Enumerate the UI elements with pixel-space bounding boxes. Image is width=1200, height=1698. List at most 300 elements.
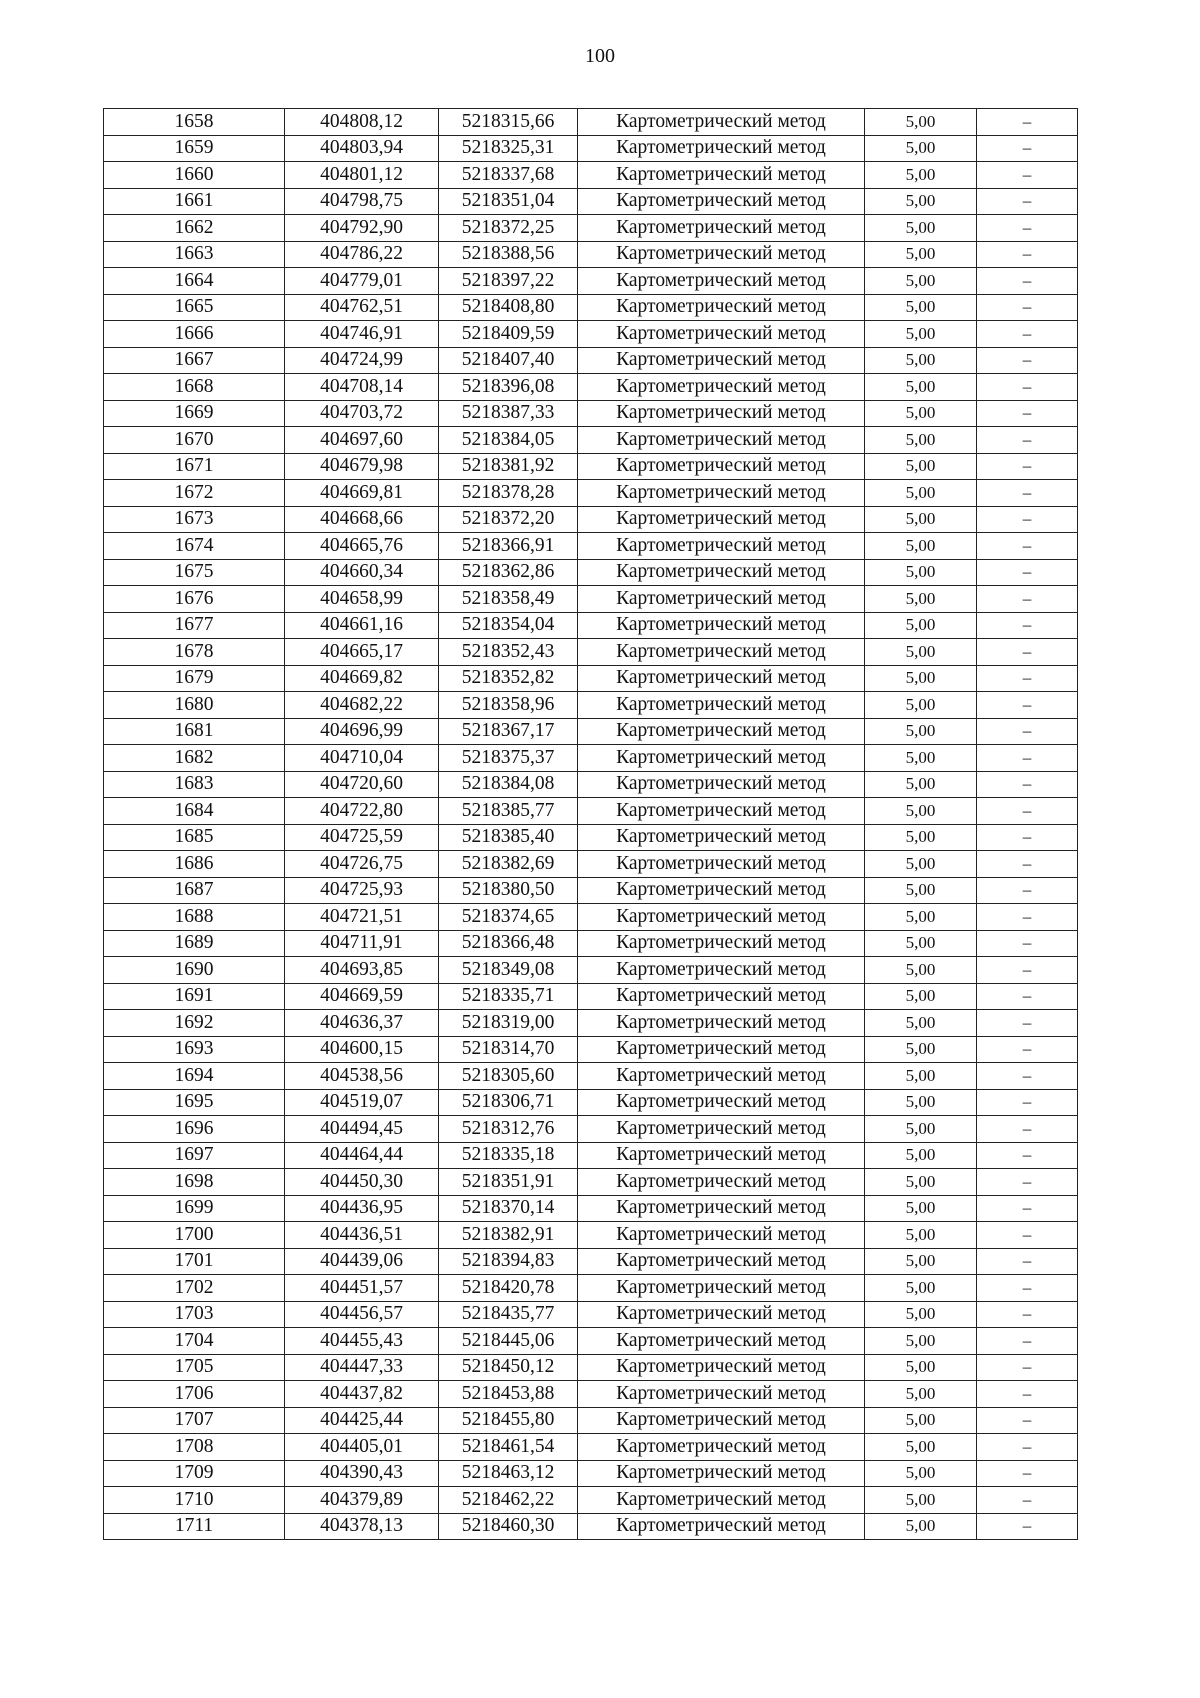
method-cell: Картометрический метод (578, 1063, 865, 1090)
y-coordinate-cell: 5218460,30 (439, 1513, 578, 1540)
note-cell: – (977, 1513, 1078, 1540)
method-cell: Картометрический метод (578, 1513, 865, 1540)
x-coordinate-cell: 404679,98 (285, 453, 439, 480)
point-number-cell: 1692 (104, 1010, 285, 1037)
x-coordinate-cell: 404439,06 (285, 1248, 439, 1275)
table-row (104, 824, 1078, 851)
point-number-cell: 1682 (104, 745, 285, 772)
note-cell: – (977, 427, 1078, 454)
y-coordinate-cell: 5218337,68 (439, 162, 578, 189)
x-coordinate-cell: 404436,95 (285, 1195, 439, 1222)
x-coordinate-cell: 404660,34 (285, 559, 439, 586)
note-cell: – (977, 347, 1078, 374)
method-cell: Картометрический метод (578, 798, 865, 825)
table-row (104, 1301, 1078, 1328)
table-row (104, 1248, 1078, 1275)
note-cell: – (977, 1010, 1078, 1037)
note-cell: – (977, 718, 1078, 745)
point-number-cell: 1667 (104, 347, 285, 374)
y-coordinate-cell: 5218387,33 (439, 400, 578, 427)
x-coordinate-cell: 404746,91 (285, 321, 439, 348)
accuracy-cell: 5,00 (865, 1248, 977, 1275)
method-cell: Картометрический метод (578, 215, 865, 242)
note-cell: – (977, 1036, 1078, 1063)
method-cell: Картометрический метод (578, 347, 865, 374)
method-cell: Картометрический метод (578, 162, 865, 189)
method-cell: Картометрический метод (578, 1169, 865, 1196)
table-row (104, 1487, 1078, 1514)
method-cell: Картометрический метод (578, 1328, 865, 1355)
accuracy-cell: 5,00 (865, 453, 977, 480)
method-cell: Картометрический метод (578, 639, 865, 666)
y-coordinate-cell: 5218349,08 (439, 957, 578, 984)
method-cell: Картометрический метод (578, 1010, 865, 1037)
point-number-cell: 1670 (104, 427, 285, 454)
y-coordinate-cell: 5218354,04 (439, 612, 578, 639)
y-coordinate-cell: 5218382,91 (439, 1222, 578, 1249)
y-coordinate-cell: 5218375,37 (439, 745, 578, 772)
y-coordinate-cell: 5218461,54 (439, 1434, 578, 1461)
table-row (104, 241, 1078, 268)
accuracy-cell: 5,00 (865, 586, 977, 613)
method-cell: Картометрический метод (578, 135, 865, 162)
accuracy-cell: 5,00 (865, 268, 977, 295)
accuracy-cell: 5,00 (865, 321, 977, 348)
table-row (104, 1275, 1078, 1302)
accuracy-cell: 5,00 (865, 188, 977, 215)
method-cell: Картометрический метод (578, 1195, 865, 1222)
method-cell: Картометрический метод (578, 904, 865, 931)
point-number-cell: 1695 (104, 1089, 285, 1116)
table-row (104, 771, 1078, 798)
method-cell: Картометрический метод (578, 321, 865, 348)
x-coordinate-cell: 404665,76 (285, 533, 439, 560)
x-coordinate-cell: 404379,89 (285, 1487, 439, 1514)
table-row (104, 745, 1078, 772)
x-coordinate-cell: 404762,51 (285, 294, 439, 321)
table-row (104, 586, 1078, 613)
table-row (104, 215, 1078, 242)
accuracy-cell: 5,00 (865, 135, 977, 162)
x-coordinate-cell: 404494,45 (285, 1116, 439, 1143)
x-coordinate-cell: 404600,15 (285, 1036, 439, 1063)
x-coordinate-cell: 404658,99 (285, 586, 439, 613)
accuracy-cell: 5,00 (865, 1222, 977, 1249)
point-number-cell: 1669 (104, 400, 285, 427)
note-cell: – (977, 692, 1078, 719)
x-coordinate-cell: 404455,43 (285, 1328, 439, 1355)
note-cell: – (977, 1328, 1078, 1355)
note-cell: – (977, 1354, 1078, 1381)
y-coordinate-cell: 5218370,14 (439, 1195, 578, 1222)
x-coordinate-cell: 404456,57 (285, 1301, 439, 1328)
x-coordinate-cell: 404798,75 (285, 188, 439, 215)
method-cell: Картометрический метод (578, 1434, 865, 1461)
note-cell: – (977, 109, 1078, 136)
accuracy-cell: 5,00 (865, 1169, 977, 1196)
point-number-cell: 1662 (104, 215, 285, 242)
point-number-cell: 1690 (104, 957, 285, 984)
method-cell: Картометрический метод (578, 1460, 865, 1487)
note-cell: – (977, 771, 1078, 798)
note-cell: – (977, 1169, 1078, 1196)
table-row (104, 188, 1078, 215)
x-coordinate-cell: 404721,51 (285, 904, 439, 931)
note-cell: – (977, 1089, 1078, 1116)
table-row (104, 851, 1078, 878)
table-row (104, 427, 1078, 454)
x-coordinate-cell: 404792,90 (285, 215, 439, 242)
y-coordinate-cell: 5218388,56 (439, 241, 578, 268)
table-row (104, 294, 1078, 321)
point-number-cell: 1700 (104, 1222, 285, 1249)
note-cell: – (977, 162, 1078, 189)
accuracy-cell: 5,00 (865, 957, 977, 984)
table-row (104, 877, 1078, 904)
method-cell: Картометрический метод (578, 1142, 865, 1169)
note-cell: – (977, 1063, 1078, 1090)
y-coordinate-cell: 5218450,12 (439, 1354, 578, 1381)
y-coordinate-cell: 5218409,59 (439, 321, 578, 348)
method-cell: Картометрический метод (578, 586, 865, 613)
table-row (104, 1513, 1078, 1540)
method-cell: Картометрический метод (578, 718, 865, 745)
table-row (104, 957, 1078, 984)
accuracy-cell: 5,00 (865, 771, 977, 798)
note-cell: – (977, 665, 1078, 692)
accuracy-cell: 5,00 (865, 930, 977, 957)
x-coordinate-cell: 404451,57 (285, 1275, 439, 1302)
note-cell: – (977, 135, 1078, 162)
point-number-cell: 1702 (104, 1275, 285, 1302)
point-number-cell: 1687 (104, 877, 285, 904)
point-number-cell: 1701 (104, 1248, 285, 1275)
point-number-cell: 1661 (104, 188, 285, 215)
point-number-cell: 1663 (104, 241, 285, 268)
method-cell: Картометрический метод (578, 877, 865, 904)
table-row (104, 1407, 1078, 1434)
method-cell: Картометрический метод (578, 188, 865, 215)
y-coordinate-cell: 5218380,50 (439, 877, 578, 904)
table-row (104, 1142, 1078, 1169)
point-number-cell: 1696 (104, 1116, 285, 1143)
method-cell: Картометрический метод (578, 851, 865, 878)
point-number-cell: 1697 (104, 1142, 285, 1169)
point-number-cell: 1678 (104, 639, 285, 666)
y-coordinate-cell: 5218453,88 (439, 1381, 578, 1408)
y-coordinate-cell: 5218352,43 (439, 639, 578, 666)
point-number-cell: 1706 (104, 1381, 285, 1408)
x-coordinate-cell: 404779,01 (285, 268, 439, 295)
y-coordinate-cell: 5218445,06 (439, 1328, 578, 1355)
method-cell: Картометрический метод (578, 1275, 865, 1302)
x-coordinate-cell: 404711,91 (285, 930, 439, 957)
point-number-cell: 1699 (104, 1195, 285, 1222)
x-coordinate-cell: 404436,51 (285, 1222, 439, 1249)
y-coordinate-cell: 5218382,69 (439, 851, 578, 878)
accuracy-cell: 5,00 (865, 480, 977, 507)
table-row (104, 559, 1078, 586)
point-number-cell: 1674 (104, 533, 285, 560)
note-cell: – (977, 957, 1078, 984)
y-coordinate-cell: 5218372,25 (439, 215, 578, 242)
note-cell: – (977, 745, 1078, 772)
method-cell: Картометрический метод (578, 1381, 865, 1408)
point-number-cell: 1684 (104, 798, 285, 825)
point-number-cell: 1708 (104, 1434, 285, 1461)
point-number-cell: 1710 (104, 1487, 285, 1514)
note-cell: – (977, 374, 1078, 401)
note-cell: – (977, 612, 1078, 639)
accuracy-cell: 5,00 (865, 1434, 977, 1461)
point-number-cell: 1666 (104, 321, 285, 348)
method-cell: Картометрический метод (578, 957, 865, 984)
table-row (104, 1354, 1078, 1381)
note-cell: – (977, 400, 1078, 427)
method-cell: Картометрический метод (578, 1116, 865, 1143)
note-cell: – (977, 268, 1078, 295)
note-cell: – (977, 877, 1078, 904)
accuracy-cell: 5,00 (865, 1275, 977, 1302)
point-number-cell: 1704 (104, 1328, 285, 1355)
x-coordinate-cell: 404720,60 (285, 771, 439, 798)
y-coordinate-cell: 5218362,86 (439, 559, 578, 586)
point-number-cell: 1693 (104, 1036, 285, 1063)
accuracy-cell: 5,00 (865, 1010, 977, 1037)
x-coordinate-cell: 404665,17 (285, 639, 439, 666)
x-coordinate-cell: 404708,14 (285, 374, 439, 401)
accuracy-cell: 5,00 (865, 347, 977, 374)
x-coordinate-cell: 404450,30 (285, 1169, 439, 1196)
y-coordinate-cell: 5218384,05 (439, 427, 578, 454)
accuracy-cell: 5,00 (865, 109, 977, 136)
point-number-cell: 1673 (104, 506, 285, 533)
table-row (104, 506, 1078, 533)
x-coordinate-cell: 404710,04 (285, 745, 439, 772)
note-cell: – (977, 824, 1078, 851)
table-row (104, 1381, 1078, 1408)
accuracy-cell: 5,00 (865, 1116, 977, 1143)
table-row (104, 665, 1078, 692)
note-cell: – (977, 321, 1078, 348)
page-number: 100 (585, 45, 615, 67)
accuracy-cell: 5,00 (865, 692, 977, 719)
table-row (104, 533, 1078, 560)
table-row (104, 1063, 1078, 1090)
y-coordinate-cell: 5218408,80 (439, 294, 578, 321)
x-coordinate-cell: 404697,60 (285, 427, 439, 454)
x-coordinate-cell: 404668,66 (285, 506, 439, 533)
point-number-cell: 1672 (104, 480, 285, 507)
x-coordinate-cell: 404425,44 (285, 1407, 439, 1434)
method-cell: Картометрический метод (578, 1407, 865, 1434)
note-cell: – (977, 930, 1078, 957)
table-row (104, 1460, 1078, 1487)
x-coordinate-cell: 404669,82 (285, 665, 439, 692)
point-number-cell: 1698 (104, 1169, 285, 1196)
x-coordinate-cell: 404447,33 (285, 1354, 439, 1381)
method-cell: Картометрический метод (578, 294, 865, 321)
table-row (104, 162, 1078, 189)
method-cell: Картометрический метод (578, 771, 865, 798)
table-row (104, 400, 1078, 427)
note-cell: – (977, 188, 1078, 215)
y-coordinate-cell: 5218319,00 (439, 1010, 578, 1037)
point-number-cell: 1658 (104, 109, 285, 136)
y-coordinate-cell: 5218385,40 (439, 824, 578, 851)
y-coordinate-cell: 5218435,77 (439, 1301, 578, 1328)
method-cell: Картометрический метод (578, 1354, 865, 1381)
table-row (104, 1036, 1078, 1063)
accuracy-cell: 5,00 (865, 374, 977, 401)
table-row (104, 374, 1078, 401)
accuracy-cell: 5,00 (865, 1407, 977, 1434)
method-cell: Картометрический метод (578, 268, 865, 295)
note-cell: – (977, 798, 1078, 825)
y-coordinate-cell: 5218385,77 (439, 798, 578, 825)
accuracy-cell: 5,00 (865, 1487, 977, 1514)
note-cell: – (977, 1195, 1078, 1222)
accuracy-cell: 5,00 (865, 798, 977, 825)
point-number-cell: 1689 (104, 930, 285, 957)
y-coordinate-cell: 5218462,22 (439, 1487, 578, 1514)
note-cell: – (977, 559, 1078, 586)
table-row (104, 1169, 1078, 1196)
x-coordinate-cell: 404682,22 (285, 692, 439, 719)
y-coordinate-cell: 5218381,92 (439, 453, 578, 480)
note-cell: – (977, 1116, 1078, 1143)
accuracy-cell: 5,00 (865, 824, 977, 851)
note-cell: – (977, 453, 1078, 480)
table-row (104, 639, 1078, 666)
x-coordinate-cell: 404669,81 (285, 480, 439, 507)
x-coordinate-cell: 404464,44 (285, 1142, 439, 1169)
y-coordinate-cell: 5218351,04 (439, 188, 578, 215)
point-number-cell: 1679 (104, 665, 285, 692)
coordinates-table-container (103, 108, 1077, 1540)
y-coordinate-cell: 5218306,71 (439, 1089, 578, 1116)
point-number-cell: 1685 (104, 824, 285, 851)
accuracy-cell: 5,00 (865, 612, 977, 639)
point-number-cell: 1691 (104, 983, 285, 1010)
x-coordinate-cell: 404390,43 (285, 1460, 439, 1487)
method-cell: Картометрический метод (578, 1089, 865, 1116)
note-cell: – (977, 1487, 1078, 1514)
method-cell: Картометрический метод (578, 665, 865, 692)
method-cell: Картометрический метод (578, 1248, 865, 1275)
method-cell: Картометрический метод (578, 241, 865, 268)
x-coordinate-cell: 404378,13 (285, 1513, 439, 1540)
note-cell: – (977, 1407, 1078, 1434)
point-number-cell: 1686 (104, 851, 285, 878)
x-coordinate-cell: 404724,99 (285, 347, 439, 374)
table-row (104, 1222, 1078, 1249)
y-coordinate-cell: 5218372,20 (439, 506, 578, 533)
y-coordinate-cell: 5218420,78 (439, 1275, 578, 1302)
y-coordinate-cell: 5218396,08 (439, 374, 578, 401)
note-cell: – (977, 1248, 1078, 1275)
point-number-cell: 1707 (104, 1407, 285, 1434)
accuracy-cell: 5,00 (865, 1089, 977, 1116)
table-row (104, 321, 1078, 348)
y-coordinate-cell: 5218325,31 (439, 135, 578, 162)
method-cell: Картометрический метод (578, 1487, 865, 1514)
y-coordinate-cell: 5218455,80 (439, 1407, 578, 1434)
point-number-cell: 1668 (104, 374, 285, 401)
accuracy-cell: 5,00 (865, 904, 977, 931)
note-cell: – (977, 1301, 1078, 1328)
y-coordinate-cell: 5218394,83 (439, 1248, 578, 1275)
note-cell: – (977, 1381, 1078, 1408)
y-coordinate-cell: 5218366,48 (439, 930, 578, 957)
table-row (104, 135, 1078, 162)
table-row (104, 798, 1078, 825)
note-cell: – (977, 1434, 1078, 1461)
table-row (104, 480, 1078, 507)
table-row (104, 1195, 1078, 1222)
method-cell: Картометрический метод (578, 612, 865, 639)
table-row (104, 109, 1078, 136)
point-number-cell: 1680 (104, 692, 285, 719)
point-number-cell: 1681 (104, 718, 285, 745)
note-cell: – (977, 241, 1078, 268)
point-number-cell: 1675 (104, 559, 285, 586)
table-row (104, 692, 1078, 719)
point-number-cell: 1659 (104, 135, 285, 162)
table-row (104, 1010, 1078, 1037)
x-coordinate-cell: 404636,37 (285, 1010, 439, 1037)
x-coordinate-cell: 404722,80 (285, 798, 439, 825)
note-cell: – (977, 533, 1078, 560)
table-row (104, 1434, 1078, 1461)
x-coordinate-cell: 404669,59 (285, 983, 439, 1010)
accuracy-cell: 5,00 (865, 639, 977, 666)
y-coordinate-cell: 5218397,22 (439, 268, 578, 295)
x-coordinate-cell: 404437,82 (285, 1381, 439, 1408)
point-number-cell: 1694 (104, 1063, 285, 1090)
accuracy-cell: 5,00 (865, 241, 977, 268)
method-cell: Картометрический метод (578, 559, 865, 586)
x-coordinate-cell: 404726,75 (285, 851, 439, 878)
method-cell: Картометрический метод (578, 1036, 865, 1063)
x-coordinate-cell: 404519,07 (285, 1089, 439, 1116)
y-coordinate-cell: 5218314,70 (439, 1036, 578, 1063)
accuracy-cell: 5,00 (865, 877, 977, 904)
table-row (104, 612, 1078, 639)
accuracy-cell: 5,00 (865, 559, 977, 586)
note-cell: – (977, 1460, 1078, 1487)
note-cell: – (977, 1275, 1078, 1302)
point-number-cell: 1665 (104, 294, 285, 321)
note-cell: – (977, 639, 1078, 666)
note-cell: – (977, 480, 1078, 507)
accuracy-cell: 5,00 (865, 1063, 977, 1090)
method-cell: Картометрический метод (578, 453, 865, 480)
x-coordinate-cell: 404696,99 (285, 718, 439, 745)
x-coordinate-cell: 404538,56 (285, 1063, 439, 1090)
y-coordinate-cell: 5218352,82 (439, 665, 578, 692)
note-cell: – (977, 215, 1078, 242)
method-cell: Картометрический метод (578, 400, 865, 427)
method-cell: Картометрический метод (578, 692, 865, 719)
point-number-cell: 1676 (104, 586, 285, 613)
accuracy-cell: 5,00 (865, 1328, 977, 1355)
y-coordinate-cell: 5218315,66 (439, 109, 578, 136)
y-coordinate-cell: 5218312,76 (439, 1116, 578, 1143)
x-coordinate-cell: 404786,22 (285, 241, 439, 268)
method-cell: Картометрический метод (578, 533, 865, 560)
note-cell: – (977, 851, 1078, 878)
